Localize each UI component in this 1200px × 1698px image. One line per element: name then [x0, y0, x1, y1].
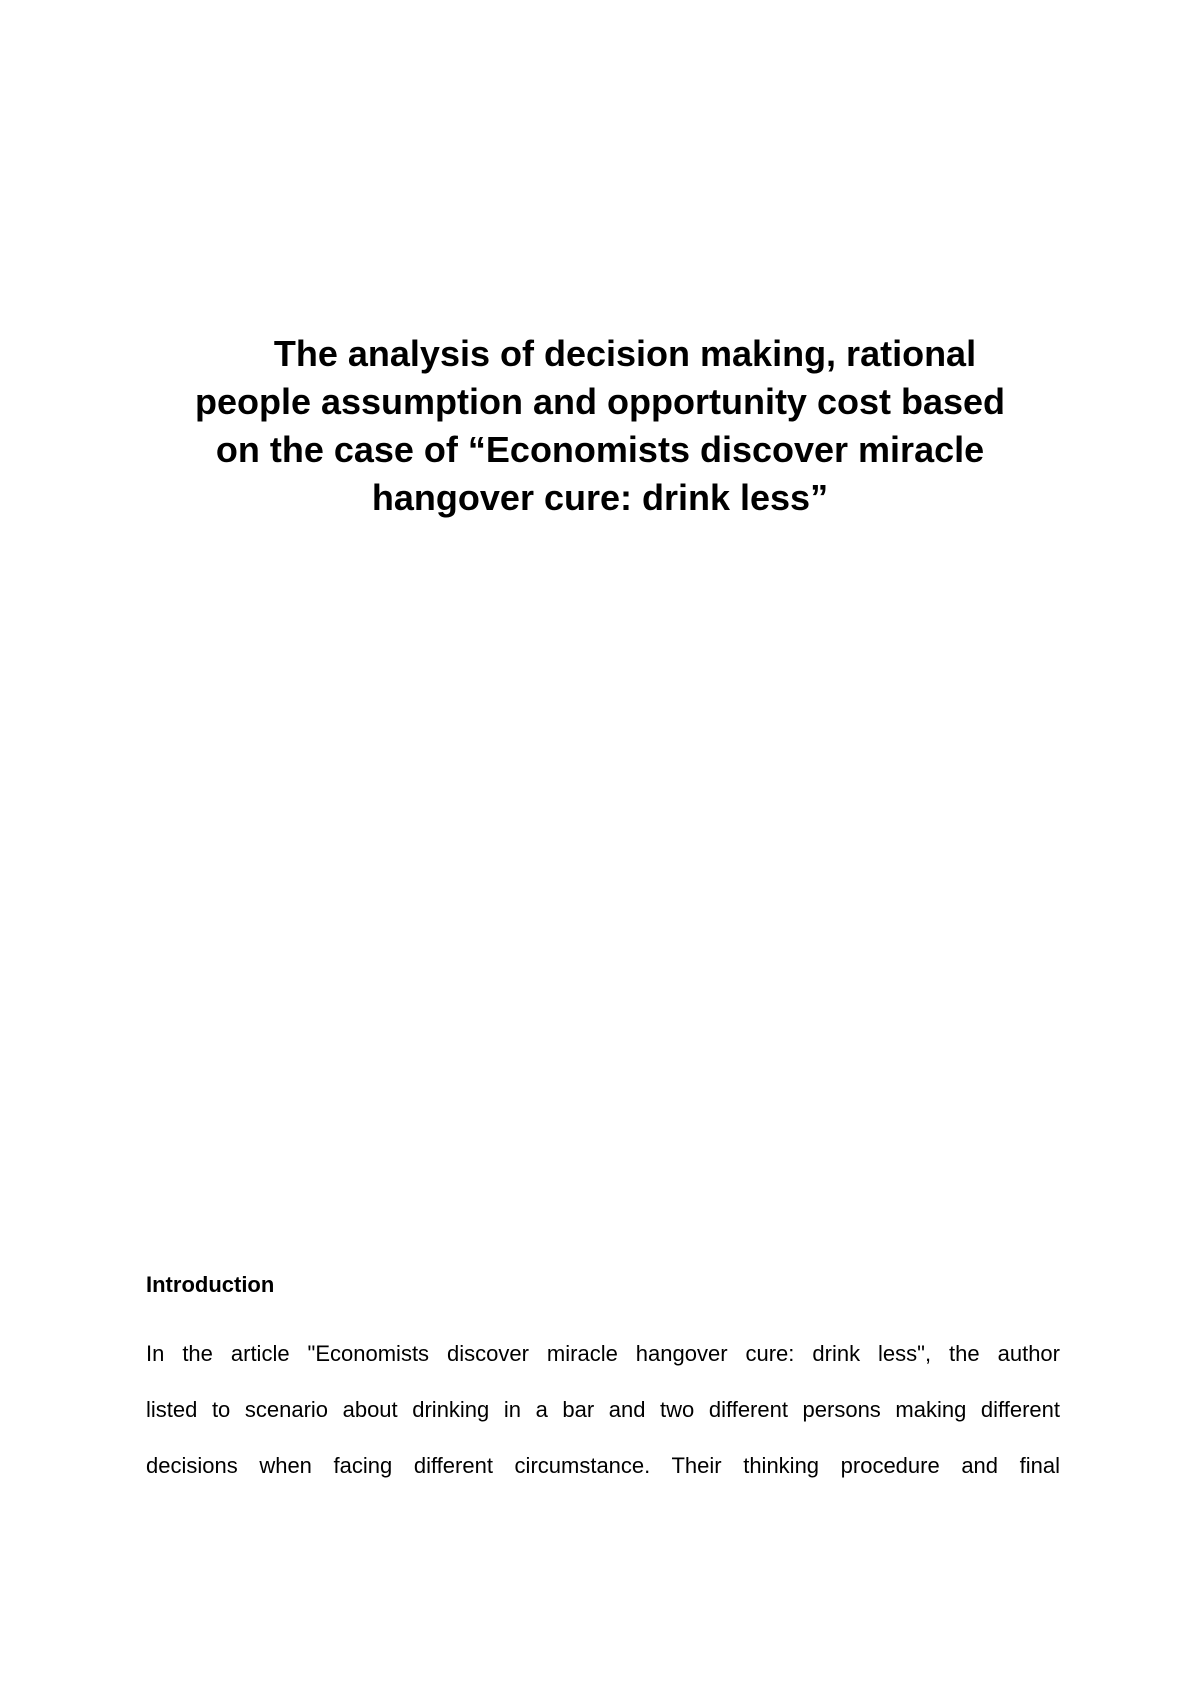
paragraph-line: listed to scenario about drinking in a bar and two different persons making different — [146, 1397, 1060, 1422]
paragraph-line: In the article "Economists discover miracle hangover cure: drink less", the author — [146, 1341, 1060, 1366]
section-heading: Introduction — [146, 1272, 275, 1297]
title-line: on the case of “Economists discover miracle — [215, 429, 985, 470]
document-title — [140, 330, 1060, 522]
introduction-paragraph — [146, 1326, 1060, 1494]
title-line: people assumption and opportunity cost based — [194, 381, 1006, 422]
title-line: The analysis of decision making, rational — [273, 333, 977, 374]
paragraph-line: decisions when facing different circumstance. Their thinking procedure and final — [146, 1453, 1060, 1478]
title-line: hangover cure: drink less” — [371, 477, 829, 518]
